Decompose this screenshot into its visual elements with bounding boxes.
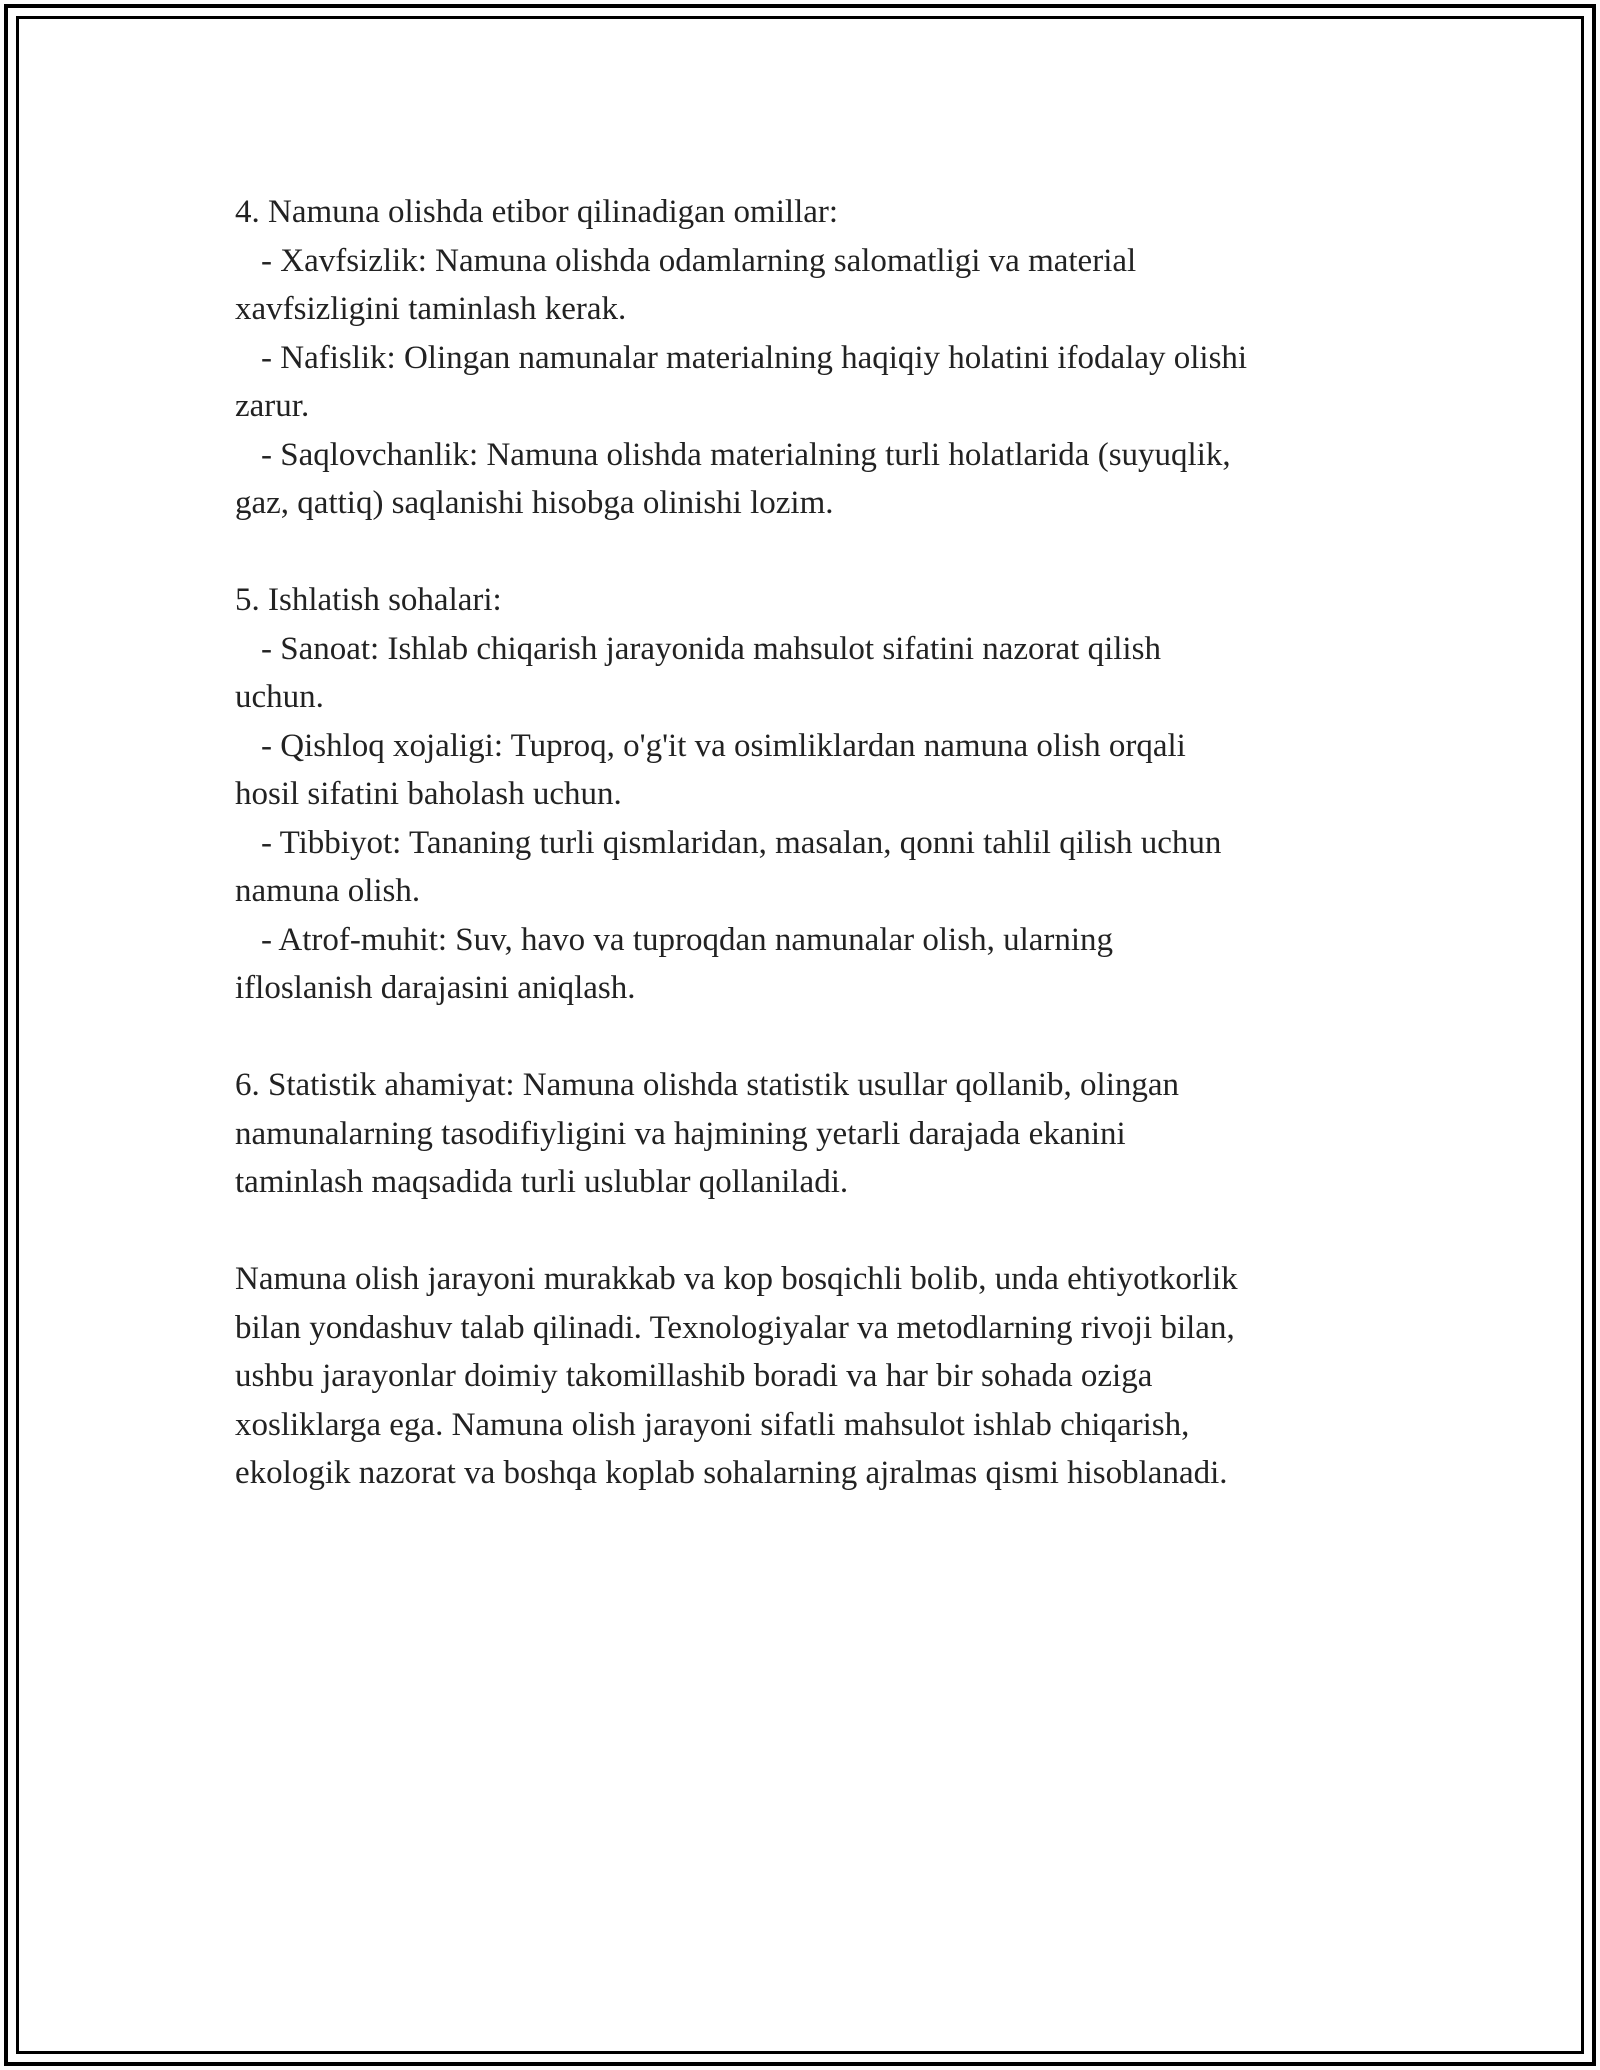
list-item-continuation: namuna olish. <box>235 873 421 909</box>
list-item-text: - Nafislik: Olingan namunalar materialning haqiqiy holatini ifodalay olishi <box>261 339 1248 376</box>
list-item-line <box>235 625 1375 674</box>
section-6-line: namunalarning tasodifiyligini va hajmining yetarli darajada ekanini <box>235 1115 1126 1152</box>
list-item-continuation: uchun. <box>235 679 324 715</box>
list-item-continuation: zarur. <box>235 388 310 424</box>
list-item-line <box>235 237 1375 286</box>
list-item-text: - Sanoat: Ishlab chiqarish jarayonida mahsulot sifatini nazorat qilish <box>261 630 1161 667</box>
list-item-continuation: ifloslanish darajasini aniqlash. <box>235 970 636 1006</box>
section-5 <box>235 576 1375 1013</box>
document-body <box>235 188 1375 1498</box>
list-item-line <box>235 916 1375 965</box>
list-item-text: - Qishloq xojaligi: Tuproq, o'g'it va osimliklardan namuna olish orqali <box>261 727 1186 764</box>
list-item-continuation: hosil sifatini baholash uchun. <box>235 776 622 812</box>
conclusion-line: ushbu jarayonlar doimiy takomillashib boradi va har bir sohada oziga <box>235 1358 1153 1394</box>
paragraph-spacer <box>235 1013 1375 1062</box>
list-item-line <box>235 819 1375 868</box>
paragraph-spacer <box>235 1207 1375 1256</box>
list-item-line <box>235 431 1375 480</box>
list-item-line <box>235 722 1375 771</box>
section-4-heading: 4. Namuna olishda etibor qilinadigan omillar: <box>235 194 839 230</box>
conclusion-line: bilan yondashuv talab qilinadi. Texnologiyalar va metodlarning rivoji bilan, <box>235 1309 1235 1346</box>
list-item-line <box>235 334 1375 383</box>
conclusion-paragraph <box>235 1255 1375 1498</box>
conclusion-line: ekologik nazorat va boshqa koplab sohalarning ajralmas qismi hisoblanadi. <box>235 1455 1228 1491</box>
list-item-text: - Saqlovchanlik: Namuna olishda materialning turli holatlarida (suyuqlik, <box>261 436 1231 473</box>
list-item-text: - Xavfsizlik: Namuna olishda odamlarning salomatligi va material <box>261 242 1137 279</box>
list-item-text: - Atrof-muhit: Suv, havo va tuproqdan namunalar olish, ularning <box>261 921 1114 958</box>
conclusion-line: Namuna olish jarayoni murakkab va kop bosqichli bolib, unda ehtiyotkorlik <box>235 1261 1238 1297</box>
list-item-continuation: gaz, qattiq) saqlanishi hisobga olinishi lozim. <box>235 485 834 521</box>
section-5-heading: 5. Ishlatish sohalari: <box>235 582 502 618</box>
section-6-line: 6. Statistik ahamiyat: Namuna olishda statistik usullar qollanib, olingan <box>235 1067 1180 1103</box>
paragraph-spacer <box>235 528 1375 577</box>
section-6 <box>235 1061 1375 1207</box>
list-item-text: - Tibbiyot: Tananing turli qismlaridan, masalan, qonni tahlil qilish uchun <box>261 824 1222 861</box>
section-6-line: taminlash maqsadida turli uslublar qollaniladi. <box>235 1164 849 1200</box>
list-item-continuation: xavfsizligini taminlash kerak. <box>235 291 627 327</box>
section-4 <box>235 188 1375 528</box>
conclusion-line: xosliklarga ega. Namuna olish jarayoni sifatli mahsulot ishlab chiqarish, <box>235 1406 1190 1443</box>
